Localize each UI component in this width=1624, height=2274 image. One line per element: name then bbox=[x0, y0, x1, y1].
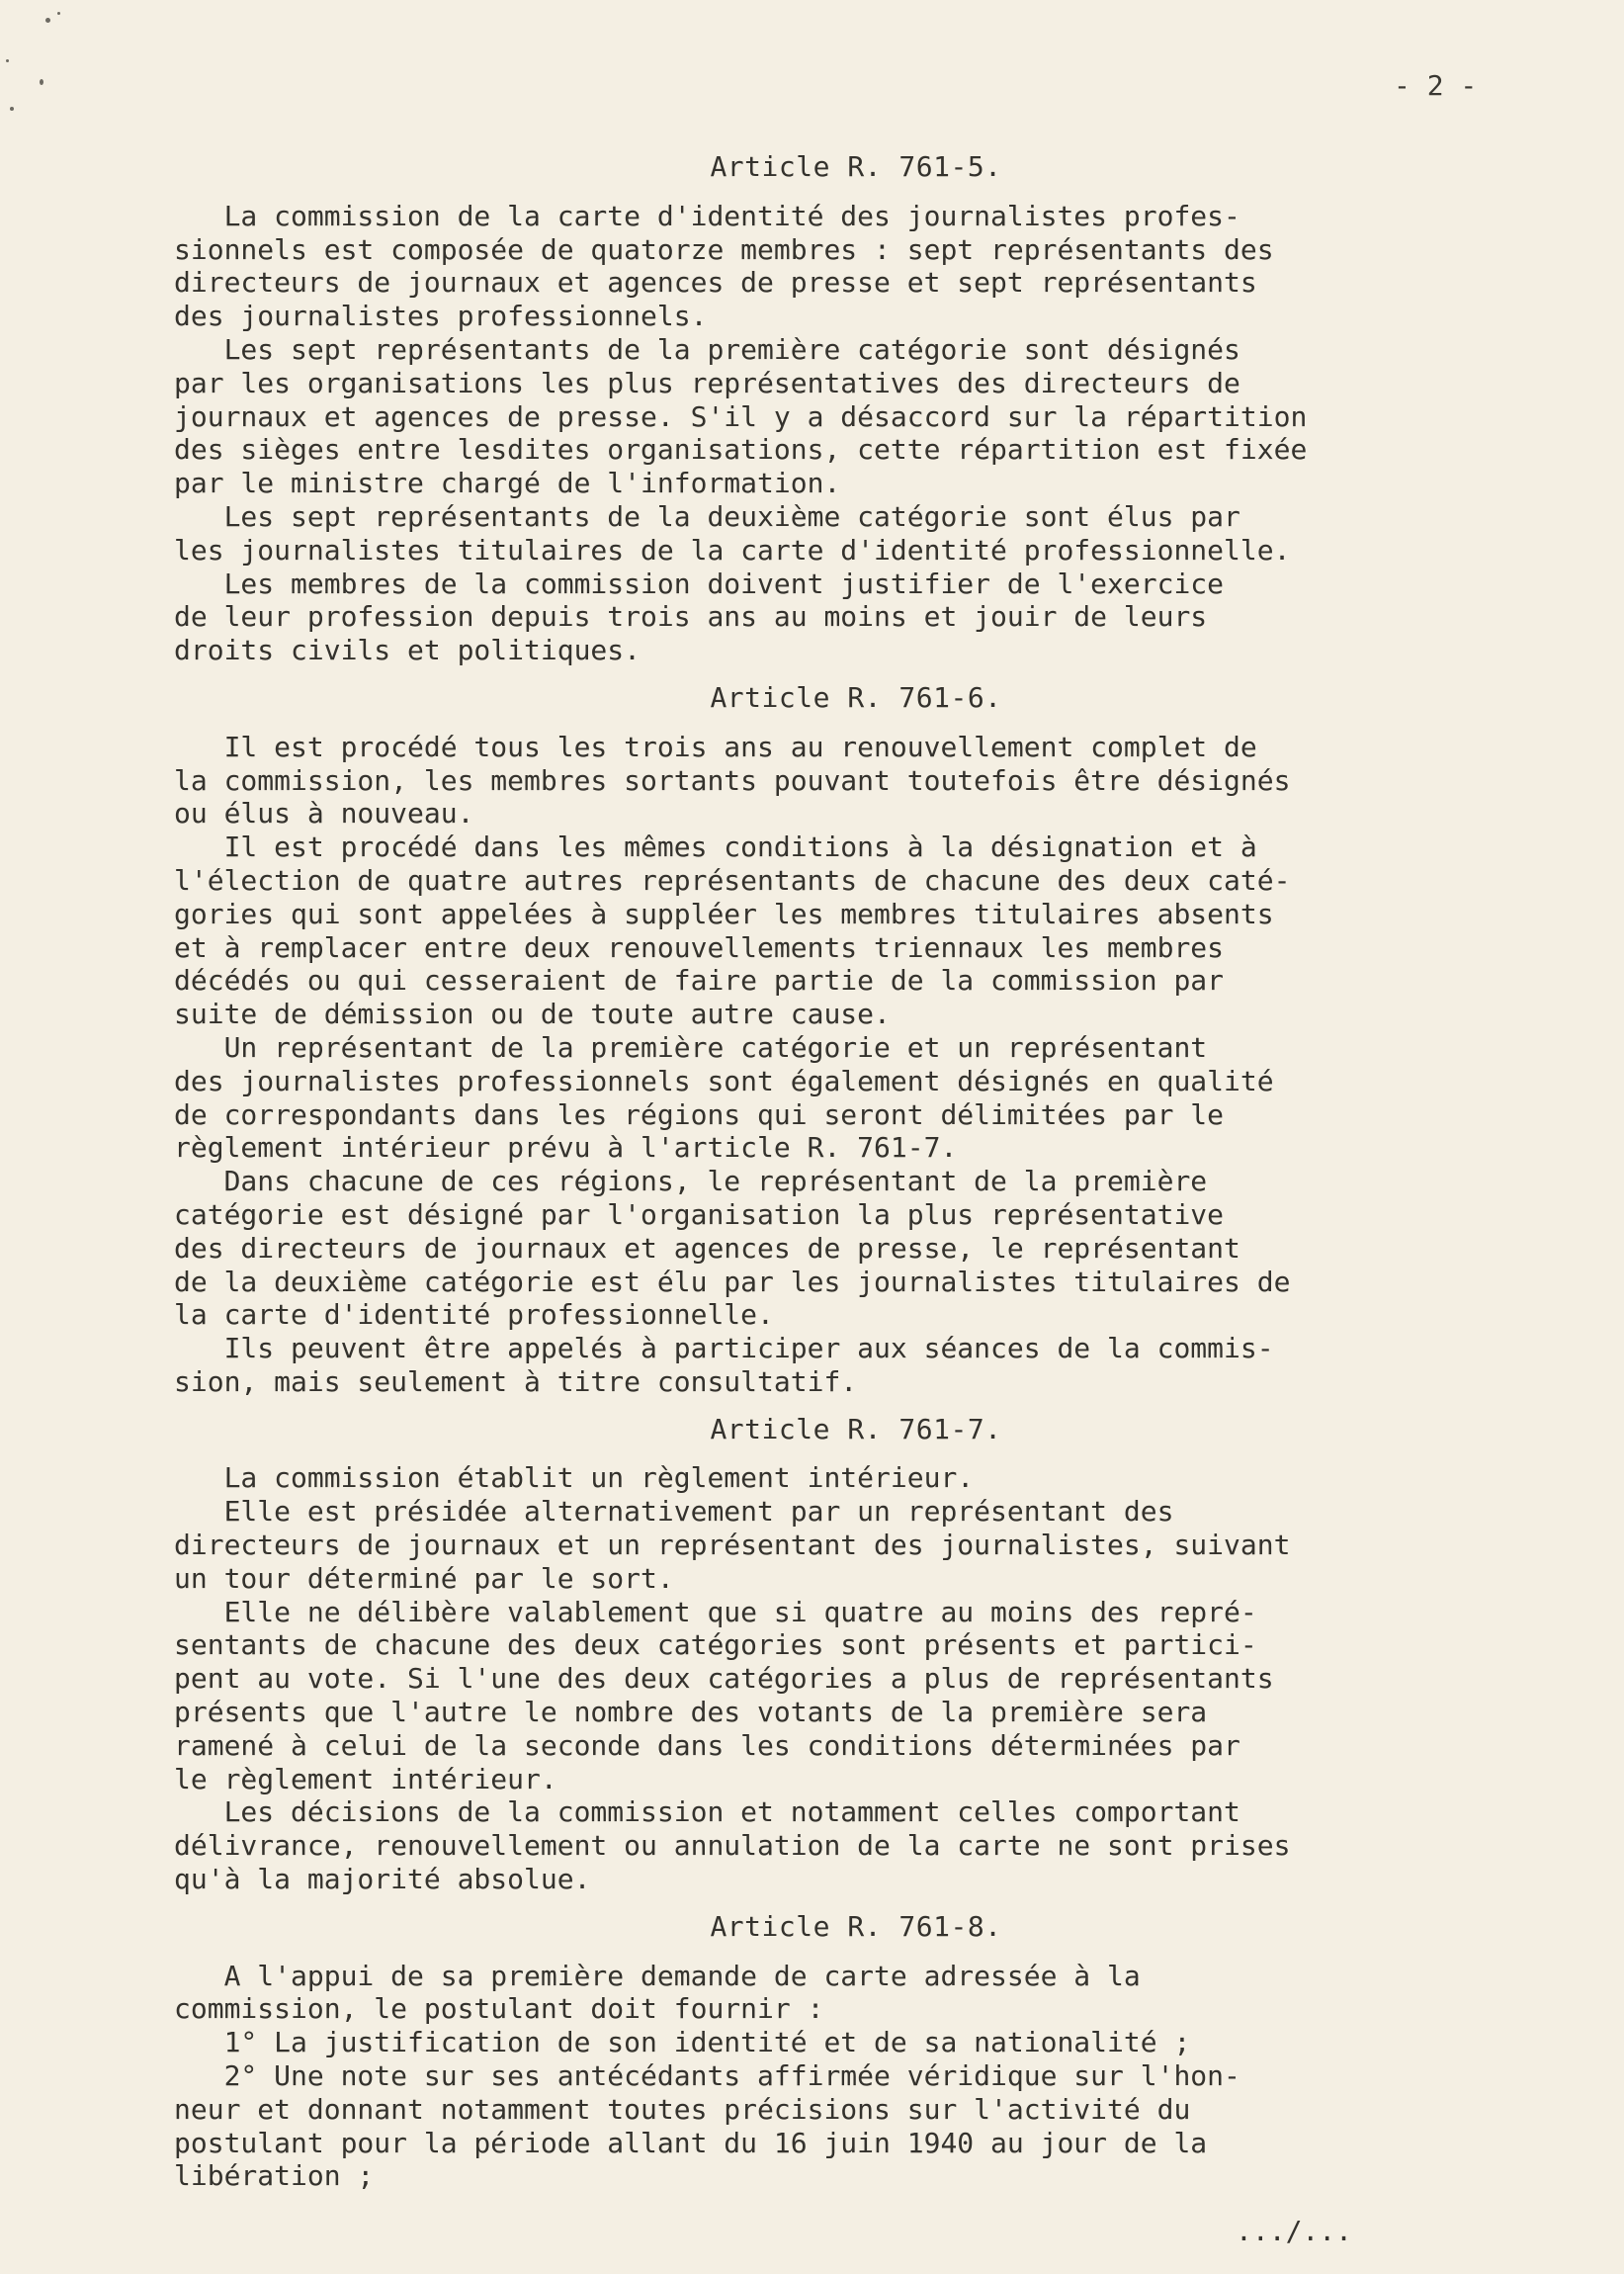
text-line: l'élection de quatre autres représentants de chacune des deux caté- bbox=[174, 863, 1291, 897]
document-body bbox=[174, 150, 1498, 2193]
article-r-761-8 bbox=[174, 1910, 1498, 2193]
article-heading: Article R. 761-8. bbox=[710, 1909, 1002, 1943]
text-line: sion, mais seulement à titre consultatif. bbox=[174, 1364, 858, 1398]
scan-speck bbox=[40, 79, 43, 85]
text-line: La commission établit un règlement intérieur. bbox=[174, 1461, 975, 1495]
text-line: la carte d'identité professionnelle. bbox=[174, 1298, 774, 1332]
text-line: de correspondants dans les régions qui seront délimitées par le bbox=[174, 1097, 1225, 1131]
text-line: le règlement intérieur. bbox=[174, 1762, 557, 1795]
scan-speck bbox=[10, 107, 14, 111]
text-line: Dans chacune de ces régions, le représentant de la première bbox=[174, 1165, 1208, 1198]
text-line: directeurs de journaux et agences de presse et sept représentants bbox=[174, 266, 1257, 300]
text-line: gories qui sont appelées à suppléer les membres titulaires absents bbox=[174, 897, 1274, 930]
text-line: journaux et agences de presse. S'il y a désaccord sur la répartition bbox=[174, 399, 1308, 433]
text-line: ramené à celui de la seconde dans les conditions déterminées par bbox=[174, 1728, 1240, 1762]
text-line: Il est procédé dans les mêmes conditions à la désignation et à bbox=[174, 831, 1257, 864]
text-line: présents que l'autre le nombre des votants de la première sera bbox=[174, 1696, 1208, 1729]
text-line: des sièges entre lesdites organisations, cette répartition est fixée bbox=[174, 433, 1308, 467]
text-line: délivrance, renouvellement ou annulation de la carte ne sont prises bbox=[174, 1829, 1291, 1863]
text-line: règlement intérieur prévu à l'article R. 761-7. bbox=[174, 1131, 958, 1165]
text-line: décédés ou qui cesseraient de faire partie de la commission par bbox=[174, 964, 1225, 998]
text-line: Les décisions de la commission et notamment celles comportant bbox=[174, 1795, 1240, 1829]
article-r-761-5 bbox=[174, 150, 1498, 667]
text-line: par le ministre chargé de l'information. bbox=[174, 467, 841, 500]
article-r-761-6 bbox=[174, 681, 1498, 1399]
text-line: droits civils et politiques. bbox=[174, 634, 641, 667]
text-line: qu'à la majorité absolue. bbox=[174, 1863, 591, 1896]
text-line: Les sept représentants de la deuxième catégorie sont élus par bbox=[174, 499, 1240, 533]
text-line: Il est procédé tous les trois ans au renouvellement complet de bbox=[174, 730, 1257, 763]
text-line: sentants de chacune des deux catégories sont présents et partici- bbox=[174, 1628, 1257, 1662]
text-line: des journalistes professionnels. bbox=[174, 300, 708, 333]
text-line: Ils peuvent être appelés à participer aux séances de la commis- bbox=[174, 1332, 1274, 1365]
text-line: les journalistes titulaires de la carte d'identité professionnelle. bbox=[174, 533, 1291, 567]
text-line: neur et donnant notamment toutes précisions sur l'activité du bbox=[174, 2092, 1191, 2126]
text-line: des journalistes professionnels sont également désignés en qualité bbox=[174, 1064, 1274, 1097]
text-line: Elle ne délibère valablement que si quatre au moins des repré- bbox=[174, 1595, 1257, 1628]
text-line: A l'appui de sa première demande de carte adressée à la bbox=[174, 1959, 1141, 1992]
text-line: pent au vote. Si l'une des deux catégories a plus de représentants bbox=[174, 1662, 1274, 1696]
text-line: libération ; bbox=[174, 2159, 375, 2193]
text-line: La commission de la carte d'identité des journalistes profes- bbox=[174, 199, 1240, 232]
scan-speck bbox=[45, 18, 50, 23]
scan-speck bbox=[6, 59, 9, 62]
article-r-761-7 bbox=[174, 1413, 1498, 1896]
text-line: ou élus à nouveau. bbox=[174, 797, 474, 831]
text-line: 2° Une note sur ses antécédants affirmée véridique sur l'hon- bbox=[174, 2059, 1240, 2093]
text-line: suite de démission ou de toute autre cause. bbox=[174, 998, 891, 1031]
text-line: par les organisations les plus représentatives des directeurs de bbox=[174, 366, 1240, 399]
continuation-mark: .../... bbox=[1236, 2215, 1353, 2247]
scan-speck bbox=[57, 12, 60, 15]
text-line: des directeurs de journaux et agences de presse, le représentant bbox=[174, 1231, 1240, 1265]
text-line: Les sept représentants de la première catégorie sont désignés bbox=[174, 332, 1240, 366]
text-line: catégorie est désigné par l'organisation la plus représentative bbox=[174, 1197, 1225, 1231]
page-number: - 2 - bbox=[1394, 69, 1478, 102]
text-line: 1° La justification de son identité et de sa nationalité ; bbox=[174, 2026, 1191, 2059]
text-line: la commission, les membres sortants pouvant toutefois être désignés bbox=[174, 763, 1291, 797]
text-line: de la deuxième catégorie est élu par les journalistes titulaires de bbox=[174, 1265, 1291, 1298]
article-heading: Article R. 761-7. bbox=[710, 1412, 1002, 1445]
text-line: et à remplacer entre deux renouvellements triennaux les membres bbox=[174, 930, 1225, 964]
article-heading: Article R. 761-5. bbox=[710, 150, 1002, 183]
text-line: directeurs de journaux et un représentant des journalistes, suivant bbox=[174, 1529, 1291, 1562]
text-line: de leur profession depuis trois ans au moins et jouir de leurs bbox=[174, 600, 1208, 634]
text-line: un tour déterminé par le sort. bbox=[174, 1561, 674, 1595]
text-line: Elle est présidée alternativement par un représentant des bbox=[174, 1495, 1174, 1529]
text-line: commission, le postulant doit fournir : bbox=[174, 1992, 824, 2026]
article-heading: Article R. 761-6. bbox=[710, 680, 1002, 714]
text-line: Un représentant de la première catégorie et un représentant bbox=[174, 1030, 1208, 1064]
text-line: sionnels est composée de quatorze membres : sept représentants des bbox=[174, 232, 1274, 266]
text-line: postulant pour la période allant du 16 juin 1940 au jour de la bbox=[174, 2126, 1208, 2159]
text-line: Les membres de la commission doivent justifier de l'exercice bbox=[174, 567, 1225, 600]
